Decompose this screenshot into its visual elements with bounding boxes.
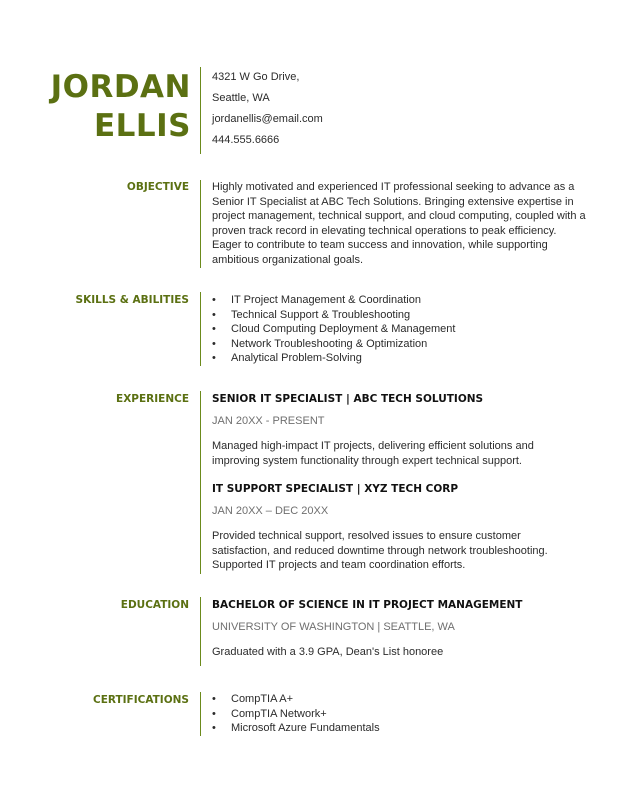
skills-heading: SKILLS & ABILITIES	[75, 294, 189, 306]
contact-info	[212, 67, 323, 151]
certification-item: • CompTIA Network+	[212, 707, 327, 720]
job-dates: JAN 20XX – DEC 20XX	[212, 505, 329, 517]
skill-item: • Network Troubleshooting & Optimization	[212, 337, 428, 350]
certification-item: • CompTIA A+	[212, 693, 294, 705]
objective-text: Highly motivated and experienced IT professional seeking to advance as a Senior IT Specialist at ABC Tech Solutions. Bringing extensive expertise in project management, technical support, and cloud computing, coupled with a proven track record in elevating technical operations to peak efficiency. Eager to contribute to team success and innovation, while supporting ambitious organizational goals.	[212, 181, 586, 266]
education-school: UNIVERSITY OF WASHINGTON | SEATTLE, WA	[212, 621, 455, 633]
skills-divider	[200, 292, 201, 366]
skill-item: • Cloud Computing Deployment & Management	[212, 323, 456, 335]
experience-divider	[200, 391, 201, 574]
skills-list	[212, 293, 456, 366]
certifications-heading: CERTIFICATIONS	[92, 694, 189, 706]
certifications-divider	[200, 692, 201, 736]
education-degree: BACHELOR OF SCIENCE IN IT PROJECT MANAGEMENT	[212, 599, 523, 611]
job-dates: JAN 20XX - PRESENT	[212, 415, 325, 427]
skill-item: • Analytical Problem-Solving	[212, 352, 362, 364]
experience-heading: EXPERIENCE	[116, 393, 189, 405]
contact-email: jordanellis@email.com	[212, 113, 323, 125]
job-description: Managed high-impact IT projects, delivering efficient solutions and improving system functionality through expert technical support.	[212, 440, 534, 467]
certifications-list	[212, 692, 380, 736]
first-name: JORDAN	[50, 69, 191, 105]
contact-city: Seattle, WA	[212, 92, 270, 104]
header-divider	[200, 67, 201, 154]
job-description: Provided technical support, resolved issues to ensure customer satisfaction, and reduced downtime through network troubleshooting. Supported IT projects and team coordination efforts.	[212, 530, 548, 571]
certification-item: • Microsoft Azure Fundamentals	[212, 722, 380, 734]
education-note: Graduated with a 3.9 GPA, Dean's List honoree	[212, 646, 444, 658]
education-divider	[200, 597, 201, 666]
objective-divider	[200, 180, 201, 268]
objective-heading: OBJECTIVE	[126, 181, 189, 193]
skill-item: • IT Project Management & Coordination	[212, 294, 421, 306]
job-title: IT SUPPORT SPECIALIST | XYZ TECH CORP	[212, 483, 459, 495]
contact-address: 4321 W Go Drive,	[212, 71, 300, 83]
skill-item: • Technical Support & Troubleshooting	[212, 308, 411, 321]
last-name: ELLIS	[93, 108, 191, 144]
contact-phone: 444.555.6666	[212, 134, 280, 146]
job-title: SENIOR IT SPECIALIST | ABC TECH SOLUTIONS	[212, 393, 484, 405]
candidate-name	[0, 68, 191, 146]
education-heading: EDUCATION	[120, 599, 189, 611]
